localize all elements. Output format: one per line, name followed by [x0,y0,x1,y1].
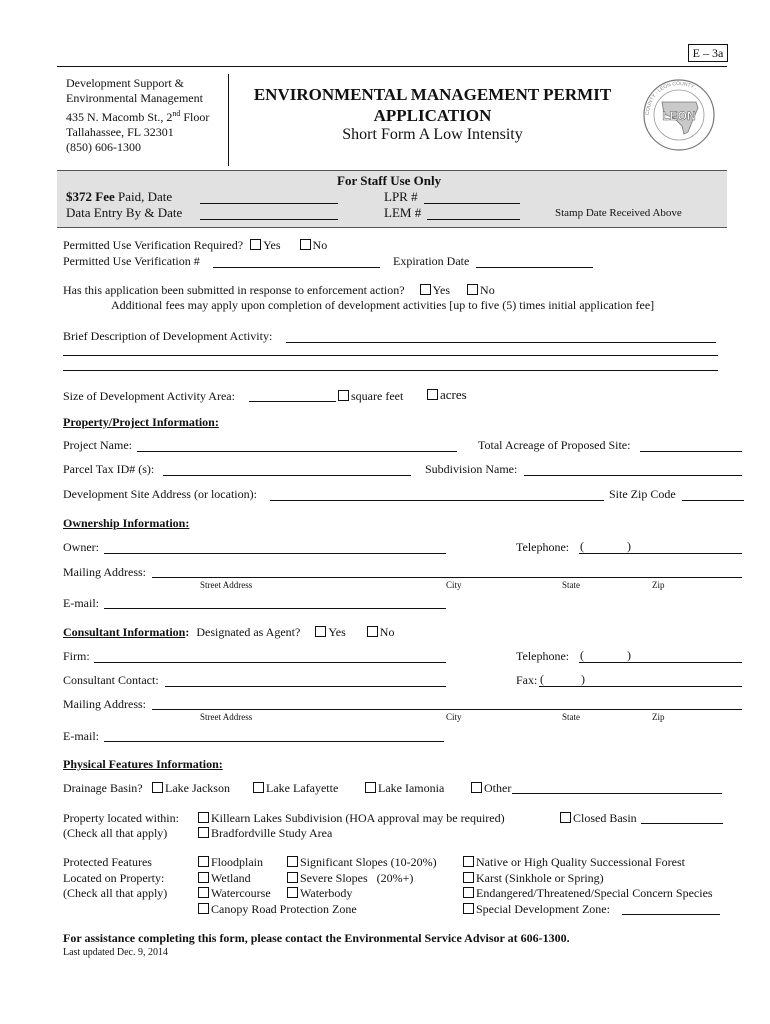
staff-heading: For Staff Use Only [337,173,442,188]
seal-text: LEON [662,109,696,123]
owner-label: Owner: [63,540,99,554]
permitted-use-question [63,238,327,253]
checkbox-icon [471,782,482,793]
severe-slopes-option[interactable] [287,871,437,887]
enforcement-no[interactable] [467,283,495,298]
special-development-zone-line[interactable] [622,914,720,915]
consultant-telephone-label: Telephone: [516,649,570,663]
description-line-3[interactable] [63,370,718,371]
lem-label: LEM # [384,205,422,220]
option-label: Karst (Sinkhole or Spring) [476,870,604,885]
agent-yes[interactable] [315,625,345,640]
basin-label: Lake Jackson [165,781,230,795]
size-label: Size of Development Activity Area: [63,389,235,403]
closed-basin-line[interactable] [641,823,723,824]
form-title-line1: ENVIRONMENTAL MANAGEMENT PERMIT [253,85,612,104]
lem-line[interactable] [427,219,520,220]
consultant-email-label: E-mail: [63,729,99,743]
consultant-mailing-line[interactable] [152,709,742,710]
header-divider [228,74,229,166]
data-entry-line[interactable] [200,219,338,220]
basin-label: Lake Iamonia [378,781,445,795]
firm-label: Firm: [63,649,90,663]
expiration-line[interactable] [476,267,593,268]
basin-other-line[interactable] [512,793,722,794]
permitted-use-yes[interactable] [250,238,280,253]
checkbox-icon [420,284,431,295]
option-label: Canopy Road Protection Zone [211,901,357,916]
yes-label: Yes [328,625,346,639]
located-within-label: Property located within: [63,811,179,825]
owner-street-caption: Street Address [200,580,253,590]
option-label: Significant Slopes (10-20%) [300,855,437,869]
consultant-contact-line[interactable] [165,686,446,687]
no-label: No [480,283,495,297]
option-label: Wetland [211,870,251,885]
located-within-check-all: (Check all that apply) [63,826,168,840]
agency-street-b: Floor [180,110,210,124]
agency-line1: Development Support & [66,76,184,90]
checkbox-icon [315,626,326,637]
physical-heading: Physical Features Information: [63,757,223,771]
checkbox-icon [198,856,209,867]
checkbox-icon [287,856,298,867]
header-rule [57,66,727,67]
consultant-colon: : [185,625,190,639]
enforcement-yes[interactable] [420,283,450,298]
consultant-telephone-line[interactable] [579,662,742,663]
bradfordville-label: Bradfordville Study Area [211,826,333,840]
fax-label: Fax: [516,673,538,687]
checkbox-icon [427,389,438,400]
protected-col-3 [463,855,713,917]
parcel-label: Parcel Tax ID# (s): [63,462,155,476]
closed-basin-option[interactable] [560,811,637,826]
endangered-species-option[interactable] [463,886,713,902]
permitted-use-no[interactable] [300,238,328,253]
enforcement-note: Additional fees may apply upon completion of development activities [up to five (5) times initial application fee] [111,298,655,312]
option-label: Waterbody [300,886,353,900]
consultant-state-caption: State [562,712,580,722]
agent-no[interactable] [367,625,395,640]
subdivision-line[interactable] [524,475,742,476]
owner-city-caption: City [446,580,462,590]
leon-county-seal [642,78,716,152]
owner-tel-paren-close: ) [627,539,631,553]
agent-question: Designated as Agent? [196,625,301,639]
enforcement-question [63,283,495,298]
property-heading: Property/Project Information: [63,415,219,429]
basin-lake-lafayette[interactable] [253,781,338,796]
description-line-1[interactable] [286,342,716,343]
checkbox-icon [152,782,163,793]
drainage-question: Drainage Basin? [63,781,143,795]
ownership-heading: Ownership Information: [63,516,190,530]
protected-label-1: Protected Features [63,855,152,869]
no-label: No [312,238,328,252]
lpr-line[interactable] [424,203,520,204]
basin-lake-iamonia[interactable] [365,781,444,796]
acreage-label: Total Acreage of Proposed Site: [478,438,631,452]
basin-label: Lake Lafayette [266,781,339,795]
agency-line2: Environmental Management [66,91,203,105]
closed-basin-label: Closed Basin [573,811,637,825]
killearn-label: Killearn Lakes Subdivision (HOA approval may be required) [211,811,505,825]
permitted-use-label: Permitted Use Verification Required? [63,238,244,252]
killearn-option[interactable] [198,811,505,826]
consultant-tel-paren-close: ) [627,648,631,662]
protected-features-label [63,855,167,902]
assistance-note: For assistance completing this form, please contact the Environmental Service Advisor at 606-1300. [63,931,570,945]
permitted-use-number-line[interactable] [213,267,380,268]
acres-label: acres [440,387,467,402]
consultant-contact-label: Consultant Contact: [63,673,159,687]
checkbox-icon [287,887,298,898]
owner-telephone-label: Telephone: [516,540,570,554]
owner-mailing-label: Mailing Address: [63,565,146,579]
consultant-email-line[interactable] [104,741,444,742]
protected-label-2: Located on Property: [63,870,165,885]
form-id: E – 3a [688,44,728,62]
agency-street-a: 435 N. Macomb St., 2 [66,110,173,124]
site-zip-line[interactable] [682,500,744,501]
checkbox-icon [198,887,209,898]
fax-line[interactable] [539,686,742,687]
consultant-zip-caption: Zip [652,712,665,722]
native-forest-option[interactable] [463,855,713,871]
option-label: Endangered/Threatened/Special Concern Species [476,886,713,900]
fax-paren-close: ) [581,672,585,686]
checkbox-icon [300,239,311,250]
form-title-line2: APPLICATION [373,106,492,125]
waterbody-option[interactable] [287,886,437,902]
fee-paid-date: Paid, Date [114,189,173,204]
agency-city: Tallahassee, FL 32301 [66,125,174,139]
site-zip-label: Site Zip Code [609,487,676,501]
option-label: Watercourse [211,886,271,900]
owner-tel-paren-open: ( [580,539,584,553]
size-line[interactable] [249,401,336,402]
consultant-tel-paren-open: ( [580,648,584,662]
owner-telephone-line[interactable] [579,553,742,554]
fee-date-line[interactable] [200,203,338,204]
agency-street-sup: nd [172,109,181,118]
last-updated: Last updated Dec. 9, 2014 [63,947,168,958]
checkbox-icon [250,239,261,250]
project-name-line[interactable] [137,451,457,452]
basin-label: Other [484,781,512,795]
checkbox-icon [287,872,298,883]
no-label: No [379,625,395,639]
agency-phone: (850) 606-1300 [66,140,141,154]
form-subtitle: Short Form A Low Intensity [342,126,523,143]
checkbox-icon [463,856,474,867]
bradfordville-option[interactable] [198,826,332,841]
owner-mailing-line[interactable] [152,577,742,578]
basin-other[interactable] [471,781,511,796]
yes-label: Yes [432,283,451,297]
protected-label-3: (Check all that apply) [63,886,168,900]
checkbox-icon [198,812,209,823]
size-sqft-option[interactable] [338,389,403,404]
stamp-label: Stamp Date Received Above [555,207,682,219]
checkbox-icon [198,903,209,914]
owner-email-label: E-mail: [63,596,99,610]
site-address-line[interactable] [270,500,604,501]
checkbox-icon [467,284,478,295]
data-entry-label: Data Entry By & Date [66,205,183,220]
option-label: Severe Slopes (20%+) [300,870,414,885]
subdivision-label: Subdivision Name: [425,462,518,476]
size-acres-option[interactable] [427,387,467,403]
checkbox-icon [560,812,571,823]
karst-option[interactable] [463,871,713,887]
checkbox-icon [198,872,209,883]
description-label: Brief Description of Development Activity: [63,329,273,343]
checkbox-icon [253,782,264,793]
consultant-heading: Consultant Information [63,625,186,639]
acreage-line[interactable] [640,451,742,452]
option-label: Native or High Quality Successional Forest [476,855,685,869]
enforcement-label: Has this application been submitted in response to enforcement action? [63,283,405,297]
checkbox-icon [367,626,378,637]
option-label: Floodplain [211,855,264,869]
agency-street [66,106,209,125]
consultant-row [63,625,394,640]
site-address-label: Development Site Address (or location): [63,487,257,501]
significant-slopes-option[interactable] [287,855,437,871]
firm-line[interactable] [94,662,446,663]
basin-lake-jackson[interactable] [152,781,230,796]
description-line-2[interactable] [63,355,718,356]
option-label: Special Development Zone: [476,901,610,916]
seal-ring-text: COUNTY · LEON COUNTY · [644,80,698,116]
sqft-label: square feet [351,389,404,403]
checkbox-icon [463,903,474,914]
consultant-street-caption: Street Address [200,712,253,722]
checkbox-icon [365,782,376,793]
canopy-road-option[interactable] [198,902,357,918]
checkbox-icon [463,872,474,883]
expiration-label: Expiration Date [393,254,470,268]
protected-col-2 [287,855,437,902]
owner-line[interactable] [104,553,446,554]
consultant-city-caption: City [446,712,462,722]
lpr-label: LPR # [384,189,418,204]
fax-paren-open: ( [540,672,544,686]
permitted-use-number-label: Permitted Use Verification # [63,254,200,268]
checkbox-icon [338,390,349,401]
fee-amount: $372 Fee [66,189,115,204]
checkbox-icon [198,827,209,838]
owner-email-line[interactable] [104,608,446,609]
owner-state-caption: State [562,580,580,590]
owner-zip-caption: Zip [652,580,665,590]
agency-address-block [66,76,209,155]
fee-label [66,189,172,205]
parcel-line[interactable] [163,475,411,476]
yes-label: Yes [263,238,281,252]
consultant-mailing-label: Mailing Address: [63,697,146,711]
project-name-label: Project Name: [63,438,132,452]
checkbox-icon [463,887,474,898]
